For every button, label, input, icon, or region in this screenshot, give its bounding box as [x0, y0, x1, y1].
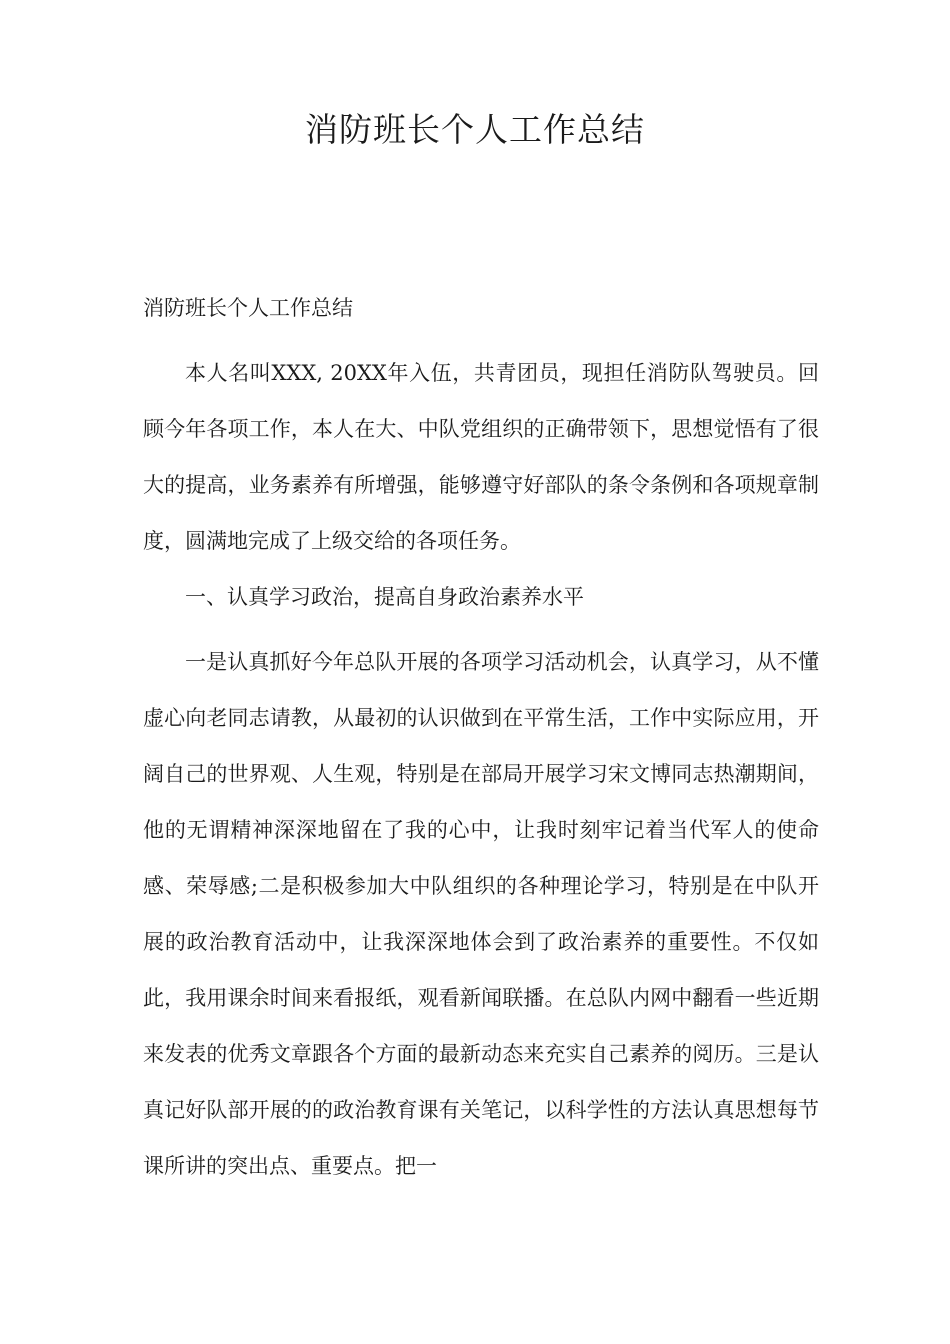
paragraph-section-heading: 一、认真学习政治，提高自身政治素养水平 [185, 585, 584, 609]
document-body [143, 289, 819, 1212]
document-title: 消防班长个人工作总结 [305, 110, 645, 149]
paragraph-section-body: 一是认真抓好今年总队开展的各项学习活动机会，认真学习，从不懂虚心向老同志请教，从最初的认识做到在平常生活，工作中实际应用，开阔自己的世界观、人生观，特别是在部局开展学习宋文博同志热潮期间，他的无谓精神深深地留在了我的心中，让我时刻牢记着当代军人的使命感、荣辱感;二是积极参加大中队组织的各种理论学习，特别是在中队开展的政治教育活动中，让我深深地体会到了政治素养的重要性。不仅如此，我用课余时间来看报纸，观看新闻联播。在总队内网中翻看一些近期来发表的优秀文章跟各个方面的最新动态来充实自己素养的阅历。三是认真记好队部开展的的政治教育课有关笔记，以科学性的方法认真思想每节课所讲的突出点、重要点。把一 [143, 650, 819, 1178]
paragraph-subtitle: 消防班长个人工作总结 [143, 296, 353, 320]
paragraph-intro: 本人名叫XXX, 20XX年入伍，共青团员，现担任消防队驾驶员。回顾今年各项工作，本人在大、中队党组织的正确带领下，思想觉悟有了很大的提高，业务素养有所增强，能够遵守好部队的条令条例和各项规章制度，圆满地完成了上级交给的各项任务。 [143, 361, 819, 553]
